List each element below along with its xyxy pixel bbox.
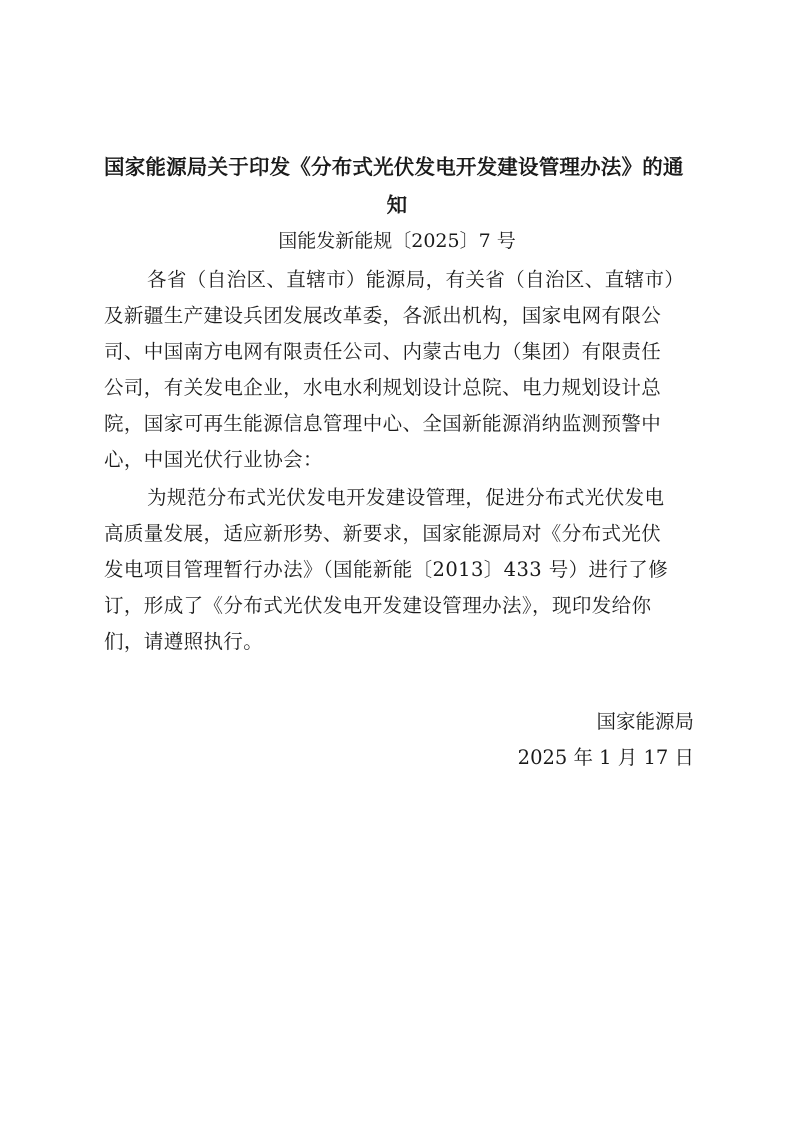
addressee-line: 院，国家可再生能源信息管理中心、全国新能源消纳监测预警中 xyxy=(104,412,662,435)
document-title-line-1: 国家能源局关于印发《分布式光伏发电开发建设管理办法》的通 xyxy=(104,155,684,179)
body-line: 发电项目管理暂行办法》（国能新能〔2013〕433 号）进行了修 xyxy=(104,558,669,581)
addressee-line: 公司，有关发电企业，水电水利规划设计总院、电力规划设计总 xyxy=(104,376,662,399)
addressee-line: 心，中国光伏行业协会： xyxy=(104,448,323,471)
addressee-line: 各省（自治区、直辖市）能源局，有关省（自治区、直辖市） xyxy=(147,268,685,291)
addressee-line: 及新疆生产建设兵团发展改革委，各派出机构，国家电网有限公 xyxy=(104,304,662,327)
body-line: 高质量发展，适应新形势、新要求，国家能源局对《分布式光伏 xyxy=(104,522,662,545)
body-line: 订，形成了《分布式光伏发电开发建设管理办法》，现印发给你 xyxy=(104,594,652,617)
signature-org: 国家能源局 xyxy=(596,710,694,733)
body-line: 们，请遵照执行。 xyxy=(104,630,264,653)
document-number: 国能发新能规〔2025〕7 号 xyxy=(278,230,516,252)
signature-date: 2025 年 1 月 17 日 xyxy=(517,746,694,769)
addressee-line: 司、中国南方电网有限责任公司、内蒙古电力（集团）有限责任 xyxy=(104,340,662,363)
body-line: 为规范分布式光伏发电开发建设管理，促进分布式光伏发电 xyxy=(147,486,665,509)
document-title-line-2: 知 xyxy=(386,193,408,217)
